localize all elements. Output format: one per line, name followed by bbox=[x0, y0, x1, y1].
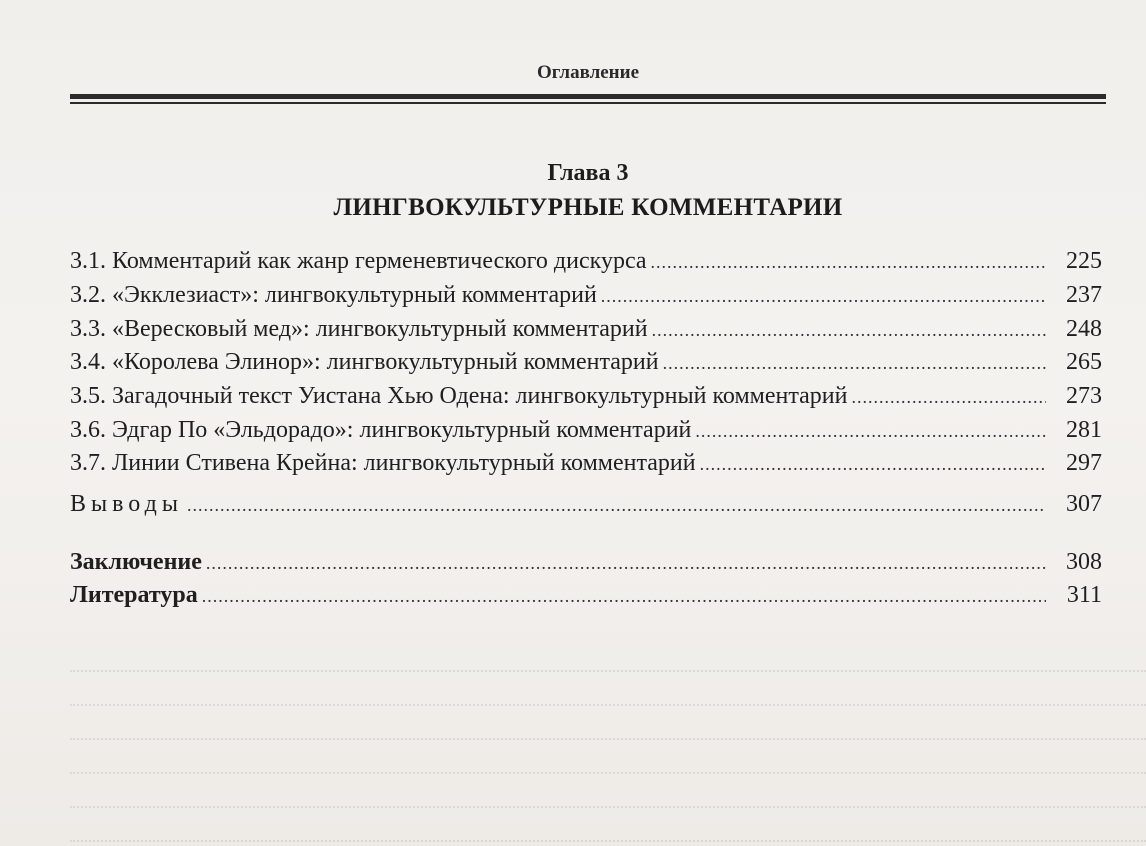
toc-entry-3-7[interactable] bbox=[70, 447, 1102, 479]
toc-page-number: 225 bbox=[1066, 248, 1102, 274]
toc-entry-3-4[interactable] bbox=[70, 346, 1102, 378]
toc-page-number: 237 bbox=[1066, 282, 1102, 308]
toc-page-number: 297 bbox=[1066, 450, 1102, 476]
dot-leader bbox=[202, 580, 1046, 612]
toc-entry-text: Литература bbox=[70, 582, 198, 608]
header-rule-thin bbox=[70, 102, 1106, 104]
header-rule-thick bbox=[70, 94, 1106, 99]
toc-entry-text: 3.1. Комментарий как жанр герменевтического дискурса bbox=[70, 248, 647, 274]
toc-entry-3-1[interactable] bbox=[70, 245, 1102, 277]
toc-entry-text: 3.5. Загадочный текст Уистана Хью Одена: лингвокультурный комментарий bbox=[70, 383, 848, 409]
toc-entry-text: 3.7. Линии Стивена Крейна: лингвокультурный комментарий bbox=[70, 450, 696, 476]
toc-page-number: 265 bbox=[1066, 349, 1102, 375]
toc-entry-text: 3.2. «Экклезиаст»: лингвокультурный комментарий bbox=[70, 282, 597, 308]
dot-leader bbox=[700, 448, 1046, 480]
toc-entry-3-5[interactable] bbox=[70, 380, 1102, 412]
dot-leader bbox=[601, 280, 1046, 312]
dot-leader bbox=[851, 381, 1046, 413]
toc-page-number: 307 bbox=[1066, 491, 1102, 517]
chapter-title: ЛИНГВОКУЛЬТУРНЫЕ КОММЕНТАРИИ bbox=[333, 194, 843, 221]
dot-leader bbox=[652, 314, 1046, 346]
toc-page-number: 248 bbox=[1066, 316, 1102, 342]
toc-page-number: 308 bbox=[1066, 549, 1102, 575]
toc-entry-zaklyuchenie[interactable] bbox=[70, 546, 1102, 578]
toc-entry-text: 3.3. «Вересковый мед»: лингвокультурный комментарий bbox=[70, 316, 648, 342]
toc-page-number: 281 bbox=[1066, 417, 1102, 443]
dot-leader bbox=[187, 489, 1046, 521]
toc-entry-text: 3.6. Эдгар По «Эльдорадо»: лингвокультурный комментарий bbox=[70, 417, 692, 443]
toc-entry-literatura[interactable] bbox=[70, 579, 1102, 611]
toc-entry-conclusions[interactable] bbox=[70, 488, 1102, 520]
bleed-through-text bbox=[70, 630, 1146, 846]
toc-page-number: 273 bbox=[1066, 383, 1102, 409]
dot-leader bbox=[206, 547, 1046, 579]
toc-entry-text: Заключение bbox=[70, 549, 202, 575]
dot-leader bbox=[651, 246, 1046, 278]
dot-leader bbox=[695, 415, 1046, 447]
toc-entry-3-6[interactable] bbox=[70, 414, 1102, 446]
toc-entry-3-2[interactable] bbox=[70, 279, 1102, 311]
toc-page-number: 311 bbox=[1066, 582, 1102, 608]
toc-entry-3-3[interactable] bbox=[70, 313, 1102, 345]
toc-entry-text: 3.4. «Королева Элинор»: лингвокультурный комментарий bbox=[70, 349, 659, 375]
running-head: Оглавление bbox=[536, 62, 640, 83]
chapter-number: Глава 3 bbox=[547, 160, 629, 186]
toc-entry-text: Выводы bbox=[70, 491, 183, 517]
dot-leader bbox=[663, 347, 1046, 379]
